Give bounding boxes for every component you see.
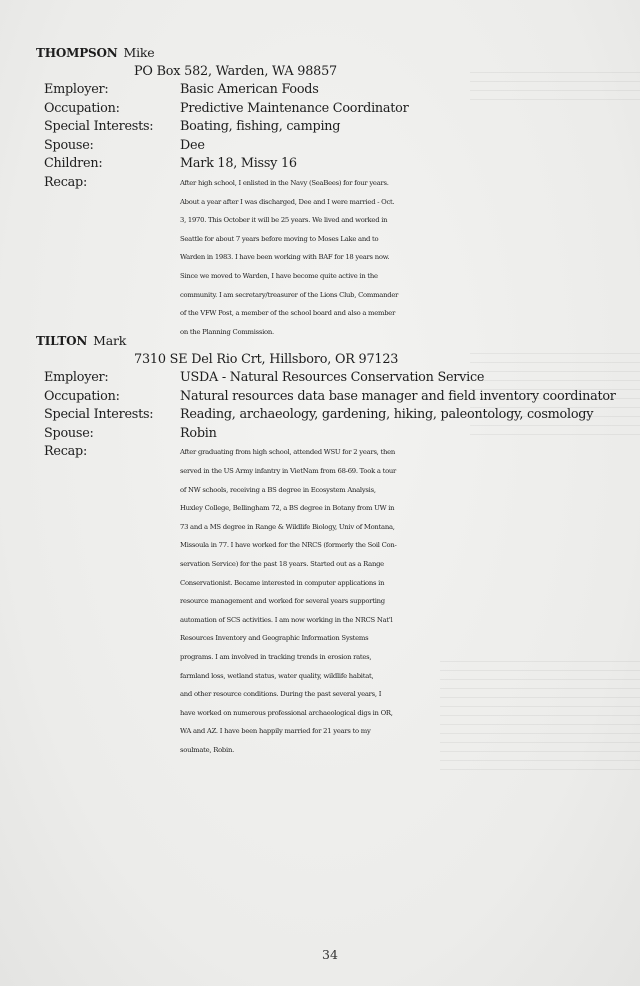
field-spouse bbox=[44, 425, 640, 444]
field-occupation bbox=[44, 100, 640, 119]
field-children bbox=[44, 155, 640, 174]
entry-given-name: Mark bbox=[93, 333, 127, 348]
entry-given-name: Mike bbox=[123, 45, 155, 60]
entry-surname: TILTON bbox=[36, 334, 88, 348]
field-label: Occupation: bbox=[44, 388, 120, 404]
field-value: Reading, archaeology, gardening, hiking, paleontology, cosmology bbox=[180, 407, 594, 423]
entry-surname: THOMPSON bbox=[36, 46, 118, 60]
field-special-interests bbox=[44, 118, 640, 137]
field-label: Recap: bbox=[44, 444, 88, 460]
field-label: Special Interests: bbox=[44, 119, 154, 135]
field-value: Mark 18, Missy 16 bbox=[180, 156, 297, 172]
field-employer bbox=[44, 81, 640, 100]
field-recap bbox=[44, 174, 640, 341]
field-special-interests bbox=[44, 406, 640, 425]
field-employer bbox=[44, 369, 640, 388]
field-label: Special Interests: bbox=[44, 407, 154, 423]
entry-fields bbox=[44, 81, 640, 341]
entry-name bbox=[36, 44, 155, 62]
entry-address: PO Box 582, Warden, WA 98857 bbox=[134, 63, 337, 79]
field-label: Spouse: bbox=[44, 425, 94, 441]
recap-text: After graduating from high school, attended WSU for 2 years, then served in the US Army infantry in VietNam from 68-69. Took a tour of NW schools, receiving a BS degree in Ecosystem Analysis, Huxley College, Bellingham 72, a BS degree in Botany from UW in 73 and a MS degree in Range & Wildlife Biology, Univ of Montana, Missoula in 77. I have worked for the NRCS (formerly the Soil Con- servation Service) for the past 18 years. Started out as a Range Conservationist. Became interested in computer applications in resource management and worked for several years supporting automation of SCS activities. I am now working in the NRCS Nat'l Resources Inventory and Geographic Information Systems programs. I am involved in tracking trends in erosion rates, farmland loss, wetland status, water quality, wildlife habitat, and other resource conditions. During the past several years, I have worked on numerous professional archaeological digs in OR, WA and AZ. I have been happily married for 21 years to my soulmate, Robin. bbox=[180, 448, 397, 754]
entry-address: 7310 SE Del Rio Crt, Hillsboro, OR 97123 bbox=[134, 351, 399, 367]
field-value: Dee bbox=[180, 137, 205, 153]
entry-fields bbox=[44, 369, 640, 759]
field-recap bbox=[44, 443, 640, 759]
field-value: Basic American Foods bbox=[180, 82, 319, 97]
page-number: 34 bbox=[322, 947, 338, 962]
field-label: Spouse: bbox=[44, 137, 94, 153]
field-value: Predictive Maintenance Coordinator bbox=[180, 100, 409, 116]
recap-text: After high school, I enlisted in the Navy (SeaBees) for four years. About a year after I was discharged, Dee and I were married - Oct. 3, 1970. This October it will be 25 years. We lived and worked in Seattle for about 7 years before moving to Moses Lake and to Warden in 1983. I have been working with BAF for 18 years now. Since we moved to Warden, I have become quite active in the community. I am secretary/treasurer of the Lions Club, Commander of the VFW Post, a member of the school board and also a member on the Planning Commission. bbox=[180, 178, 399, 336]
field-value: USDA - Natural Resources Conservation Service bbox=[180, 370, 485, 385]
field-label: Employer: bbox=[44, 370, 109, 385]
field-value: Boating, fishing, camping bbox=[180, 119, 341, 135]
field-label: Recap: bbox=[44, 174, 88, 190]
field-label: Occupation: bbox=[44, 100, 120, 116]
field-occupation bbox=[44, 388, 640, 407]
entry-name bbox=[36, 332, 126, 350]
field-value: Robin bbox=[180, 425, 217, 441]
field-spouse bbox=[44, 137, 640, 156]
field-label: Children: bbox=[44, 156, 103, 172]
field-label: Employer: bbox=[44, 82, 109, 97]
field-value: Natural resources data base manager and field inventory coordinator bbox=[180, 388, 616, 404]
